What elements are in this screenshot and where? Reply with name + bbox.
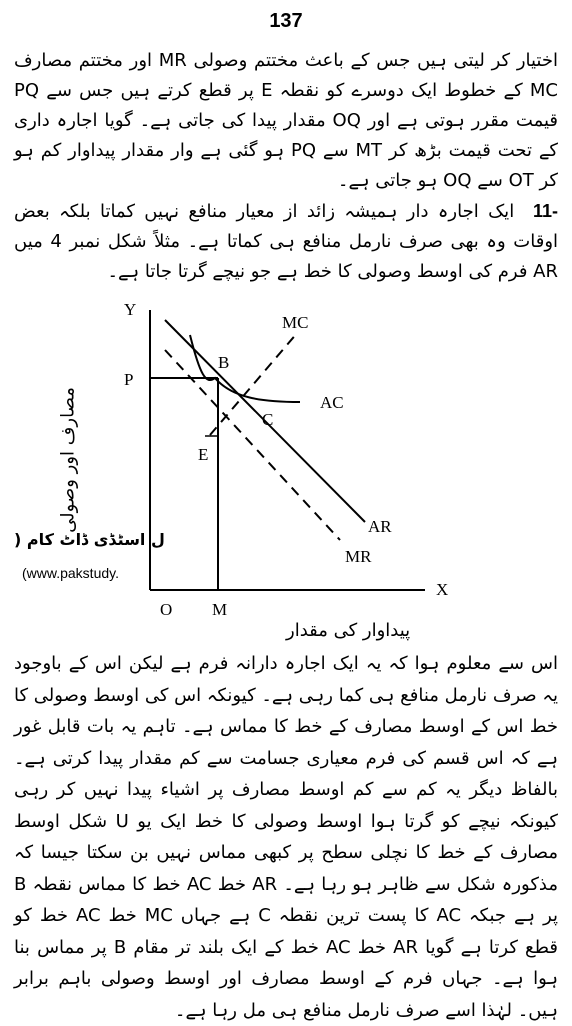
label-y: Y [124,300,137,319]
monopoly-cost-revenue-diagram [0,290,572,650]
label-ac: AC [320,393,344,412]
item-text: ایک اجارہ دار ہمیشہ زائد از معیار منافع نہیں کماتا بلکہ بعض اوقات وہ بھی صرف نارمل منافع ہی کماتا ہے۔ مثلاً شکل نمبر 4 میں AR فرم کی اوسط وصولی کا خط ہے جو نیچے گرتا جاتا ہے۔ [14,201,559,282]
label-ar: AR [368,517,392,536]
top-paragraph [14,46,558,287]
label-c: C [262,410,274,429]
label-b: B [218,353,230,372]
y-axis-label: مصارف اور وصولی [57,387,79,533]
label-o: O [160,600,173,619]
x-axis-label: پیداوار کی مقدار [286,620,411,641]
top-text: اختیار کر لیتی ہیں جس کے باعث مختتم وصولی MR اور مختتم مصارف MC کے خطوط ایک دوسرے کو نقطہ E پر قطع کرتے ہیں جس سے PQ قیمت مقرر ہوتی ہے اور OQ مقدار پیدا کی جاتی ہے۔ گویا اجارہ داری کے تحت قیمت بڑھ کر MT سے PQ ہو گئی ہے وار مقدار پیداوار کم ہو کر OT سے OQ ہو جاتی ہے۔ [14,50,559,191]
ac-curve [190,335,300,402]
economics-figure [0,290,572,650]
mc-line [210,332,298,435]
label-m: M [212,600,228,619]
label-mc: MC [282,313,309,332]
label-e: E [198,445,209,464]
label-p: P [124,370,134,389]
watermark-url: (www.pakstudy. [22,565,119,581]
item-number: -11 [532,201,558,221]
page-number: 137 [269,10,303,32]
label-x: X [436,580,449,599]
watermark-text: ل اسٹڈی ڈاٹ کام ( [14,530,165,549]
bottom-paragraph: اس سے معلوم ہوا کہ یہ ایک اجارہ دارانہ فرم ہے لیکن اس کے باوجود یہ صرف نارمل منافع ہی کما رہی ہے۔ کیونکہ اس کی اوسط وصولی کا خط اس کے اوسط مصارف کے خط کا مماس ہے۔ تاہم یہ بات قابل غور ہے کہ اس قسم کی فرم معیاری جسامت سے کم مقدار پیدا کرتی ہے۔ بالفاظ دیگر یہ کم سے کم اوسط مصارف پر اشیاء پیدا نہیں کر رہی کیونکہ نیچے کو گرتا ہوا اوسط وصولی کا خط ایک یو U شکل اوسط مصارف کے خط کا نچلی سطح پر کبھی مماس نہیں بن سکتا جیسا کہ مذکورہ شکل سے ظاہر ہو رہا ہے۔ AR خط AC خط کا مماس نقطہ B پر ہے جبکہ AC کا پست ترین نقطہ C ہے جہاں MC خط AC خط کو قطع کرتا ہے گویا AR خط AC خط کے ایک بلند تر مقام B پر مماس بنا ہوا ہے۔ جہاں فرم کے اوسط مصارف اور اوسط وصولی باہم برابر ہیں۔ لہٰذا اسے صرف نارمل منافع ہی مل رہا ہے۔ [14,653,559,1021]
label-mr: MR [345,547,372,566]
